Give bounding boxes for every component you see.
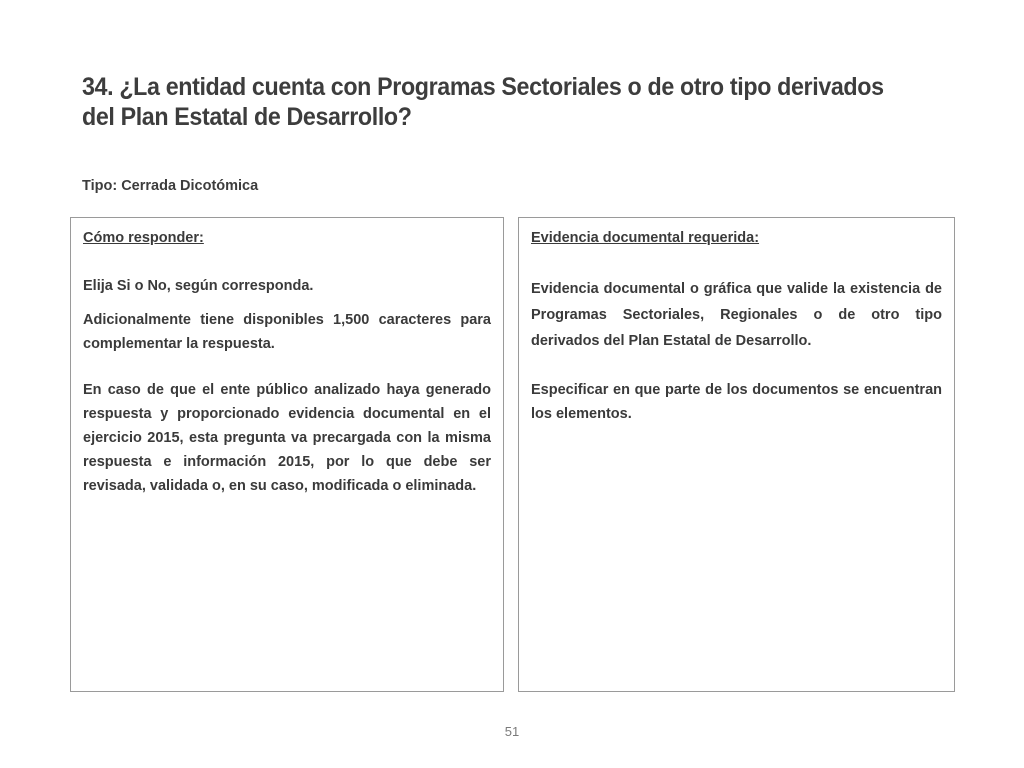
- required-evidence-paragraph-1: Evidencia documental o gráfica que valide la existencia de Programas Sectoriales, Regionales o de otro tipo derivados del Plan Estatal de Desarrollo.: [531, 281, 942, 349]
- required-evidence-heading: Evidencia documental requerida:: [531, 230, 760, 246]
- question-type: Tipo: Cerrada Dicotómica: [82, 178, 259, 194]
- required-evidence-paragraph-2: Especificar en que parte de los documentos se encuentran los elementos.: [531, 382, 942, 422]
- how-to-answer-heading: Cómo responder:: [83, 230, 204, 246]
- page-title: 34. ¿La entidad cuenta con Programas Sectoriales o de otro tipo derivados del Plan Estatal de Desarrollo?: [82, 73, 884, 131]
- page-number: 51: [504, 724, 520, 739]
- how-to-answer-paragraph-2: Adicionalmente tiene disponibles 1,500 caracteres para complementar la respuesta.: [83, 312, 491, 352]
- how-to-answer-panel: [70, 217, 504, 692]
- how-to-answer-paragraph-3: En caso de que el ente público analizado haya generado respuesta y proporcionado evidencia documental en el ejercicio 2015, esta pregunta va precargada con la misma respuesta e información 2015, por lo que debe ser revisada, validada o, en su caso, modificada o eliminada.: [83, 382, 491, 494]
- required-evidence-panel: [518, 217, 955, 692]
- how-to-answer-paragraph-1: Elija Si o No, según corresponda.: [83, 278, 314, 294]
